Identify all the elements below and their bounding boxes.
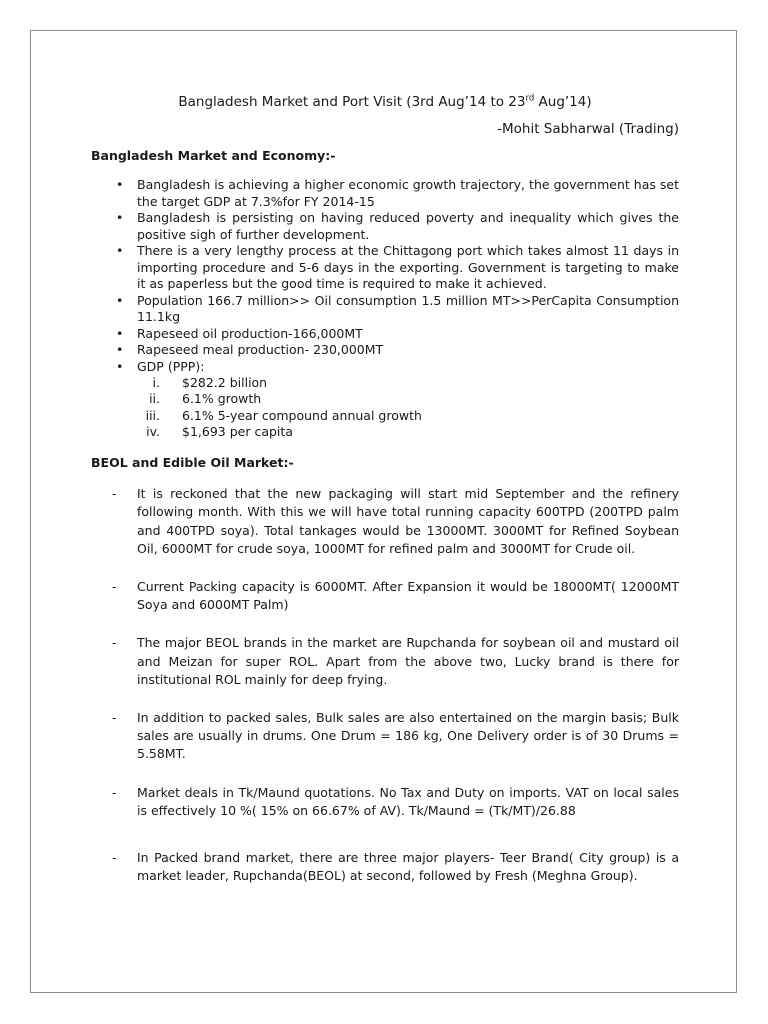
- document-page: [30, 30, 737, 993]
- list-item: - It is reckoned that the new packaging will start mid September and the refinery following month. With this we will have total running capacity 600TPD (200TPD palm and 400TPD soya). Total tankages would be 13000MT. 3000MT for Refined Soybean Oil, 6000MT for crude soya, 1000MT for refined palm and 3000MT for Crude oil.: [112, 486, 679, 556]
- roman-numeral: iv.: [146, 423, 160, 439]
- list-item: • Rapeseed oil production-166,000MT: [116, 325, 363, 341]
- dash-marker: -: [112, 710, 117, 726]
- sublist-item: ii. 6.1% growth: [91, 391, 679, 407]
- list-item: • GDP (PPP):: [116, 358, 205, 374]
- dash-marker: -: [112, 635, 117, 651]
- list-item: - In addition to packed sales, Bulk sales are also entertained on the margin basis; Bulk sales are usually in drums. One Drum = 186 kg, One Delivery order is of 30 Drums = 5.58MT.: [112, 710, 679, 762]
- bullet-marker: •: [116, 292, 124, 308]
- title-superscript: rd: [525, 93, 535, 104]
- section-heading-oil-market: BEOL and Edible Oil Market:-: [91, 455, 294, 471]
- list-item: • Rapeseed meal production- 230,000MT: [116, 342, 384, 357]
- section-heading-economy: Bangladesh Market and Economy:-: [91, 148, 336, 163]
- dash-marker: -: [112, 850, 117, 866]
- list-item: • There is a very lengthy process at the Chittagong port which takes almost 11 days in importing procedure and 5-6 days in the exporting. Government is targeting to make it as paperless but the good time is required to make it achieved.: [116, 243, 679, 291]
- bullet-marker: •: [116, 177, 124, 192]
- gdp-sublist: [91, 375, 679, 440]
- roman-numeral: i.: [152, 375, 160, 390]
- roman-numeral: iii.: [145, 407, 160, 423]
- dash-marker: -: [112, 579, 117, 594]
- sublist-item: iv. $1,693 per capita: [91, 424, 679, 440]
- document-body: [91, 93, 679, 885]
- oil-market-dash-list: [91, 485, 679, 885]
- list-item: - Current Packing capacity is 6000MT. After Expansion it would be 18000MT( 12000MT Soya and 6000MT Palm): [112, 579, 679, 613]
- bullet-marker: •: [116, 243, 124, 258]
- author-line: -Mohit Sabharwal (Trading): [497, 121, 679, 137]
- bullet-marker: •: [116, 325, 124, 341]
- list-item: - In Packed brand market, there are three major players- Teer Brand( City group) is a market leader, Rupchanda(BEOL) at second, followed by Fresh (Meghna Group).: [112, 850, 679, 884]
- document-title: Bangladesh Market and Port Visit (3rd Aug’14 to 23rd Aug’14): [178, 93, 592, 110]
- sublist-item: iii. 6.1% 5-year compound annual growth: [91, 408, 679, 424]
- dash-marker: -: [112, 486, 117, 502]
- bullet-marker: •: [116, 210, 124, 225]
- list-item: - The major BEOL brands in the market are Rupchanda for soybean oil and mustard oil and Meizan for super ROL. Apart from the above two, Lucky brand is there for institutional ROL mainly for deep frying.: [112, 635, 679, 687]
- list-item: • Bangladesh is achieving a higher economic growth trajectory, the government has set the target GDP at 7.3%for FY 2014-15: [116, 177, 679, 209]
- bullet-marker: •: [116, 358, 124, 374]
- list-item: • Population 166.7 million>> Oil consumption 1.5 million MT>>PerCapita Consumption 11.1kg: [116, 292, 679, 324]
- dash-marker: -: [112, 784, 117, 800]
- list-item: • Bangladesh is persisting on having reduced poverty and inequality which gives the positive sigh of further development.: [116, 210, 679, 242]
- list-item: - Market deals in Tk/Maund quotations. No Tax and Duty on imports. VAT on local sales is effectively 10 %( 15% on 66.67% of AV). Tk/Maund = (Tk/MT)/26.88: [112, 784, 679, 818]
- sublist-item: i. $282.2 billion: [91, 375, 679, 391]
- economy-bullet-list: [91, 177, 679, 375]
- roman-numeral: ii.: [149, 391, 160, 407]
- bullet-marker: •: [116, 342, 124, 357]
